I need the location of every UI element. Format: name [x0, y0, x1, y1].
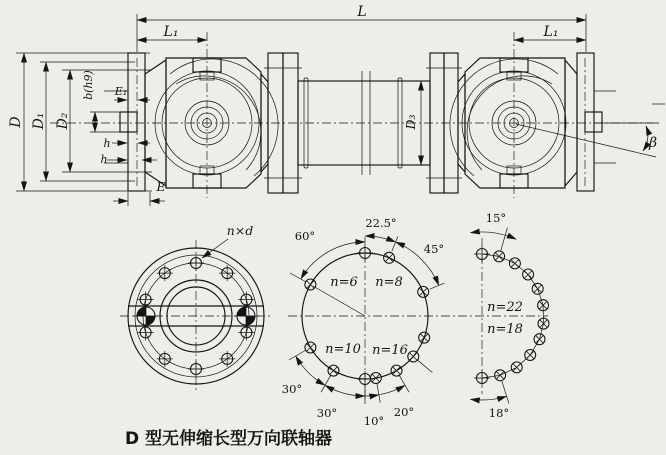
- hole-67-5: [418, 286, 429, 297]
- angle-10-label: 10°: [363, 414, 385, 428]
- dim-L1-right-label: L₁: [543, 24, 559, 40]
- bolt-hole: [238, 324, 254, 340]
- dim-b-label: b(h9): [82, 70, 95, 100]
- bolt-hole: [138, 292, 154, 308]
- hole: [474, 370, 490, 386]
- left-joint-housing: [166, 58, 261, 188]
- dim-h-lower-label: h: [100, 153, 108, 166]
- b-extension-lines: [90, 112, 120, 132]
- journal-bolt-left: [134, 304, 158, 328]
- hole-br-50: [408, 351, 419, 362]
- journal-bolt-right: [234, 304, 258, 328]
- hole-br-70: [419, 332, 430, 343]
- angle-30-left-label: 30°: [281, 382, 303, 396]
- arc-22-5: [365, 236, 396, 242]
- hole: [511, 362, 522, 373]
- hole-br-10: [370, 373, 381, 384]
- bolt-hole: [138, 324, 154, 340]
- angle-60-label: 60°: [294, 229, 316, 243]
- hole: [474, 246, 490, 262]
- arc-30-bottom: [325, 385, 365, 396]
- bolt-hole: [188, 255, 204, 271]
- count-n22: n=22: [487, 300, 523, 315]
- hole: [525, 350, 536, 361]
- beta-arc: [643, 126, 648, 151]
- left-hub-lines: [104, 91, 128, 163]
- hole: [494, 251, 505, 262]
- count-n6: n=6: [330, 275, 358, 290]
- dimensions: [8, 4, 658, 206]
- count-n16: n=16: [372, 343, 408, 358]
- arc-10: [365, 395, 379, 396]
- hole: [534, 334, 545, 345]
- hole-60: [305, 279, 316, 290]
- angle-18-label: 18°: [488, 406, 510, 420]
- hole-bl-60: [305, 342, 316, 353]
- arc-20: [379, 385, 405, 395]
- angle-30-bottom-label: 30°: [316, 406, 338, 420]
- dim-D2-label: D₂: [55, 112, 71, 130]
- hole-top: [357, 245, 373, 261]
- count-n8: n=8: [375, 275, 403, 290]
- angle-22-5-label: 22.5°: [365, 216, 397, 230]
- dim-E-label: E: [156, 179, 166, 194]
- bolt-spec-label: n×d: [226, 223, 254, 238]
- E-extension-lines: [128, 192, 150, 206]
- radius-line-60: [313, 286, 365, 316]
- bolt-hole: [188, 361, 204, 377]
- dim-E1-label: E₁: [114, 85, 128, 98]
- arc-60: [301, 242, 365, 279]
- dim-L-label: L: [357, 4, 367, 20]
- dim-h-upper-label: h: [103, 137, 111, 150]
- angle-20-label: 20°: [393, 405, 415, 419]
- drawing-caption: D 型无伸缩长型万向联轴器: [125, 429, 333, 449]
- count-n18: n=18: [487, 322, 523, 337]
- dim-D3-label: D₃: [403, 114, 418, 130]
- right-hub-lines: [594, 91, 616, 163]
- left-yoke-arc: [170, 59, 278, 176]
- hole: [509, 258, 520, 269]
- dim-beta-label: β: [648, 135, 658, 151]
- flange-end-view: [120, 223, 272, 392]
- hole-22-5: [384, 252, 395, 263]
- dim-L1-left-label: L₁: [163, 24, 179, 40]
- dim-D1-label: D₁: [31, 112, 47, 130]
- hole-br-30: [391, 365, 402, 376]
- bolt-hole: [238, 292, 254, 308]
- count-n10: n=10: [325, 342, 361, 357]
- half-hole-chart: [470, 211, 549, 420]
- dim-D-label: D: [8, 116, 24, 128]
- beta-angled-line: [516, 124, 656, 157]
- hole-bl-30: [328, 365, 339, 376]
- hole: [523, 269, 534, 280]
- hole: [532, 283, 543, 294]
- hole: [495, 370, 506, 381]
- angle-45-label: 45°: [423, 242, 445, 256]
- angle-15-label: 15°: [485, 211, 507, 225]
- assembly-view: [50, 32, 665, 198]
- arc-18: [470, 396, 506, 400]
- arc-15: [470, 232, 516, 239]
